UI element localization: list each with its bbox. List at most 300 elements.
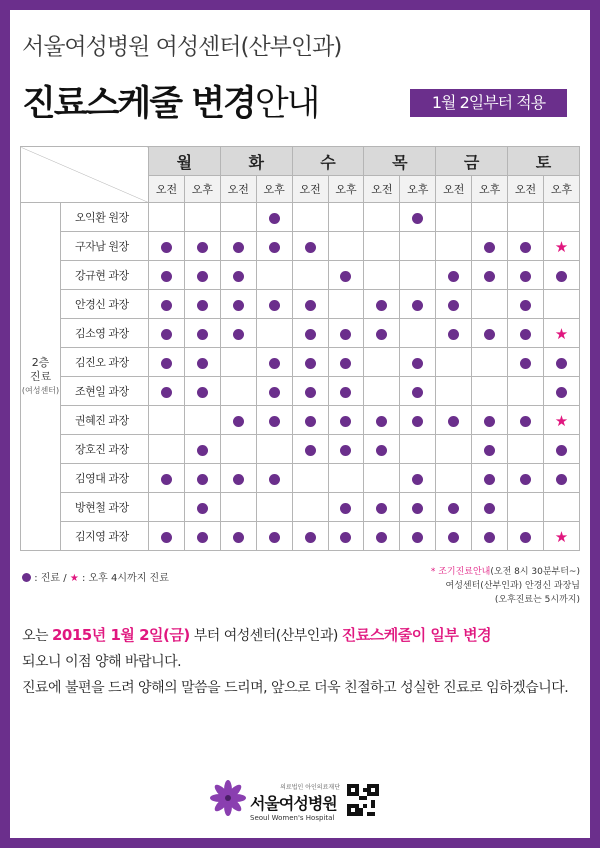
pm-header: 오후 [256,176,292,203]
doctor-name: 오익환 원장 [61,203,149,232]
footer-foundation: 의료법인 아인의료재단 [280,784,340,791]
doctor-name: 김진오 과장 [61,348,149,377]
schedule-cell [149,290,185,319]
floor-label-line: 진료 [29,369,52,383]
dot-icon [269,242,280,253]
schedule-cell [508,464,544,493]
schedule-cell [328,464,364,493]
schedule-cell [292,261,328,290]
note-afternoon: (오후진료는 5시까지) [494,595,580,605]
floor-label [21,203,61,551]
schedule-cell [508,203,544,232]
schedule-cell [508,377,544,406]
am-header: 오전 [220,176,256,203]
schedule-cell [436,522,472,551]
schedule-cell [149,232,185,261]
dot-icon [520,532,531,543]
dot-icon [412,503,423,514]
schedule-cell [436,406,472,435]
schedule-cell [364,406,400,435]
notice-paragraph-1 [22,622,582,649]
schedule-cell [364,435,400,464]
dot-icon [269,300,280,311]
schedule-cell [400,406,436,435]
schedule-cell [328,203,364,232]
dot-icon [556,445,567,456]
schedule-cell [184,406,220,435]
schedule-cell [400,203,436,232]
dot-icon [161,532,172,543]
schedule-cell [508,290,544,319]
schedule-cell [256,261,292,290]
schedule-cell [436,319,472,348]
table-row [21,493,580,522]
schedule-cell [472,435,508,464]
schedule-cell [472,406,508,435]
dot-icon [269,213,280,224]
dot-icon [161,358,172,369]
doctor-name: 김소영 과장 [61,319,149,348]
schedule-cell [184,261,220,290]
schedule-cell [543,435,579,464]
table-row [21,261,580,290]
schedule-cell [400,435,436,464]
table-row [21,435,580,464]
schedule-cell [328,377,364,406]
schedule-cell [292,319,328,348]
dot-icon [376,503,387,514]
schedule-cell [508,493,544,522]
dot-icon [197,503,208,514]
notice-body [22,622,582,701]
note-time: (오전 8시 30분부터~) [490,567,580,577]
am-header: 오전 [436,176,472,203]
dot-icon [556,358,567,369]
schedule-cell [184,232,220,261]
dot-icon [520,474,531,485]
dot-icon [448,271,459,282]
schedule-cell [328,435,364,464]
schedule-cell [472,464,508,493]
schedule-cell [364,348,400,377]
schedule-cell [149,464,185,493]
schedule-cell [436,464,472,493]
schedule-cell [543,348,579,377]
am-header: 오전 [292,176,328,203]
schedule-cell [508,522,544,551]
day-header: 월 [149,147,221,176]
flower-logo-icon [210,780,246,816]
doctor-name: 권혜진 과장 [61,406,149,435]
schedule-cell [364,464,400,493]
dot-icon [305,532,316,543]
notice-paragraph-1-cont: 되오니 이점 양해 바랍니다. [22,654,182,670]
schedule-cell [543,232,579,261]
dot-icon [448,300,459,311]
dot-icon [484,532,495,543]
dot-icon [520,271,531,282]
schedule-cell [256,377,292,406]
schedule-cell [220,261,256,290]
footer-english-name: Seoul Women's Hospital [250,814,335,822]
schedule-cell [328,261,364,290]
am-header: 오전 [508,176,544,203]
schedule-cell [472,203,508,232]
qr-code-icon[interactable] [347,784,379,816]
schedule-cell [436,232,472,261]
dot-icon [448,503,459,514]
schedule-cell [149,435,185,464]
dot-icon [197,474,208,485]
schedule-cell [364,261,400,290]
table-row [21,406,580,435]
schedule-cell [256,232,292,261]
schedule-cell [149,348,185,377]
dot-icon [520,416,531,427]
legend-star-text: : 오후 4시까지 진료 [81,573,169,584]
schedule-cell [328,290,364,319]
floor-label-line: 2층 [31,355,50,369]
day-header: 토 [508,147,580,176]
schedule-cell [149,377,185,406]
dot-icon [376,329,387,340]
schedule-cell [220,377,256,406]
schedule-cell [328,522,364,551]
dot-icon [412,300,423,311]
dot-icon [233,300,244,311]
title-bold: 진료스케줄 변경 [22,84,255,124]
schedule-cell [220,348,256,377]
page-title [22,76,318,126]
table-row [21,232,580,261]
schedule-cell [543,290,579,319]
schedule-cell [292,377,328,406]
dot-icon [197,387,208,398]
schedule-cell [184,377,220,406]
p1-change: 진료스케줄이 일부 변경 [341,626,492,644]
schedule-cell [292,493,328,522]
schedule-table [20,146,580,551]
schedule-cell [220,232,256,261]
dot-icon [376,532,387,543]
corner-cell [21,147,149,203]
schedule-cell [508,319,544,348]
dot-icon [376,416,387,427]
schedule-cell [184,522,220,551]
table-row [21,203,580,232]
day-header-row [21,147,580,176]
schedule-cell [508,435,544,464]
schedule-cell [364,522,400,551]
schedule-cell [256,493,292,522]
schedule-cell [436,377,472,406]
schedule-cell [364,493,400,522]
day-header: 목 [364,147,436,176]
note-doctor: 여성센터(산부인과) 안경신 과장님 [445,581,580,591]
schedule-cell [543,522,579,551]
schedule-cell [472,377,508,406]
dot-icon [484,242,495,253]
dot-icon [197,329,208,340]
dot-icon [376,445,387,456]
schedule-cell [543,493,579,522]
dot-icon [197,300,208,311]
schedule-cell [184,290,220,319]
schedule-cell [220,493,256,522]
dot-icon [233,416,244,427]
star-icon: ★ [554,411,569,430]
pm-header: 오후 [472,176,508,203]
p1-text-a: 오는 [22,628,52,644]
dot-icon [376,300,387,311]
star-icon: ★ [554,237,569,256]
dot-icon [161,387,172,398]
schedule-cell [149,493,185,522]
schedule-cell [292,348,328,377]
dot-icon [161,300,172,311]
schedule-cell [400,522,436,551]
schedule-cell [364,203,400,232]
dot-icon [412,474,423,485]
day-header: 화 [220,147,292,176]
schedule-cell [149,261,185,290]
schedule-cell [220,464,256,493]
footer-brand [250,782,340,822]
schedule-cell [292,522,328,551]
dot-icon [269,474,280,485]
dot-icon [520,300,531,311]
dot-icon [412,387,423,398]
pm-header: 오후 [543,176,579,203]
p1-text-b: 부터 여성센터(산부인과) [189,628,342,644]
doctor-name: 구자남 원장 [61,232,149,261]
dot-icon [412,416,423,427]
schedule-cell [149,319,185,348]
star-icon: ★ [554,527,569,546]
doctor-name: 강규현 과장 [61,261,149,290]
schedule-cell [472,232,508,261]
schedule-cell [436,435,472,464]
am-header: 오전 [149,176,185,203]
dot-icon [556,387,567,398]
schedule-cell [220,203,256,232]
doctor-name: 장호진 과장 [61,435,149,464]
dot-icon [269,532,280,543]
dot-icon [305,387,316,398]
pm-header: 오후 [328,176,364,203]
schedule-cell [364,232,400,261]
dot-icon [305,445,316,456]
legend-sep: / [63,573,67,584]
doctor-name: 김지영 과장 [61,522,149,551]
p1-date: 2015년 1월 2일(금) [52,626,190,644]
dot-icon [340,329,351,340]
schedule-cell [508,261,544,290]
star-icon: ★ [69,573,79,584]
floor-label-line: (여성센터) [21,385,60,395]
dot-icon [340,416,351,427]
dot-icon [448,329,459,340]
schedule-cell [184,493,220,522]
dot-icon [340,445,351,456]
am-header: 오전 [364,176,400,203]
legend-dot-text: : 진료 [34,573,61,584]
title-light: 안내 [254,84,319,124]
schedule-cell [400,232,436,261]
schedule-cell [256,464,292,493]
schedule-cell [256,290,292,319]
dot-icon [233,271,244,282]
dot-icon [520,358,531,369]
day-header: 금 [436,147,508,176]
dot-icon [484,329,495,340]
doctor-name: 안경신 과장 [61,290,149,319]
schedule-cell [543,203,579,232]
schedule-cell [184,464,220,493]
table-row [21,319,580,348]
dot-icon [556,271,567,282]
dot-icon [161,242,172,253]
schedule-cell [364,377,400,406]
dot-icon [233,329,244,340]
schedule-cell [400,464,436,493]
dot-icon [520,242,531,253]
schedule-cell [472,319,508,348]
dot-icon [340,358,351,369]
schedule-cell [292,435,328,464]
dot-icon [161,271,172,282]
schedule-cell [184,435,220,464]
schedule-cell [543,319,579,348]
schedule-cell [328,406,364,435]
dot-icon [305,242,316,253]
dot-icon [233,532,244,543]
dot-icon [305,358,316,369]
schedule-cell [149,406,185,435]
doctor-name: 방현철 과장 [61,493,149,522]
schedule-cell [364,290,400,319]
doctor-name: 김영대 과장 [61,464,149,493]
schedule-cell [508,406,544,435]
dot-icon [197,242,208,253]
schedule-cell [328,493,364,522]
dot-icon [233,242,244,253]
schedule-cell [543,464,579,493]
dot-icon [340,271,351,282]
dot-icon [484,474,495,485]
note-star-label: * 조기진료안내 [430,567,491,577]
schedule-cell [184,348,220,377]
schedule-cell [292,406,328,435]
dot-icon [520,329,531,340]
schedule-cell [328,348,364,377]
notice-paragraph-2: 진료에 불편을 드려 양해의 말씀을 드리며, 앞으로 더욱 친절하고 성실한 진료로 임하겠습니다. [22,680,569,696]
schedule-cell [400,319,436,348]
dot-icon [197,358,208,369]
schedule-cell [400,377,436,406]
schedule-cell [400,348,436,377]
schedule-cell [543,377,579,406]
schedule-cell [436,203,472,232]
schedule-cell [328,319,364,348]
day-header: 수 [292,147,364,176]
dot-icon [197,271,208,282]
schedule-cell [220,435,256,464]
schedule-cell [184,203,220,232]
schedule-cell [400,493,436,522]
schedule-cell [436,493,472,522]
table-row [21,464,580,493]
schedule-cell [292,232,328,261]
dot-icon [484,503,495,514]
doctor-name: 조현일 과장 [61,377,149,406]
schedule-cell [256,319,292,348]
footer-hospital-name: 서울여성병원 [250,794,337,813]
schedule-cell [184,319,220,348]
table-row [21,522,580,551]
schedule-cell [292,464,328,493]
schedule-cell [436,348,472,377]
page-subtitle: 서울여성병원 여성센터(산부인과) [22,34,342,60]
dot-icon [269,358,280,369]
schedule-cell [220,290,256,319]
dot-icon [448,532,459,543]
effective-date-badge: 1월 2일부터 적용 [410,89,567,117]
star-icon: ★ [554,324,569,343]
schedule-cell [220,406,256,435]
schedule-cell [472,493,508,522]
schedule-cell [328,232,364,261]
schedule-cell [472,522,508,551]
schedule-cell [292,203,328,232]
dot-icon [484,445,495,456]
schedule-cell [436,261,472,290]
dot-icon [197,532,208,543]
dot-icon [412,358,423,369]
dot-icon [412,213,423,224]
dot-icon [269,387,280,398]
dot-icon [340,532,351,543]
schedule-cell [256,406,292,435]
schedule-cell [256,522,292,551]
dot-icon [269,416,280,427]
pm-header: 오후 [400,176,436,203]
schedule-cell [400,261,436,290]
schedule-cell [472,348,508,377]
dot-icon [22,573,31,582]
pm-header: 오후 [184,176,220,203]
schedule-cell [436,290,472,319]
table-row [21,290,580,319]
schedule-cell [364,319,400,348]
dot-icon [340,503,351,514]
schedule-cell [256,435,292,464]
dot-icon [305,416,316,427]
schedule-cell [149,203,185,232]
schedule-cell [220,522,256,551]
dot-icon [197,445,208,456]
schedule-cell [508,348,544,377]
schedule-cell [400,290,436,319]
table-row [21,377,580,406]
schedule-cell [472,290,508,319]
schedule-cell [472,261,508,290]
early-clinic-note [431,565,580,607]
dot-icon [484,271,495,282]
legend [22,569,169,584]
dot-icon [484,416,495,427]
schedule-cell [508,232,544,261]
